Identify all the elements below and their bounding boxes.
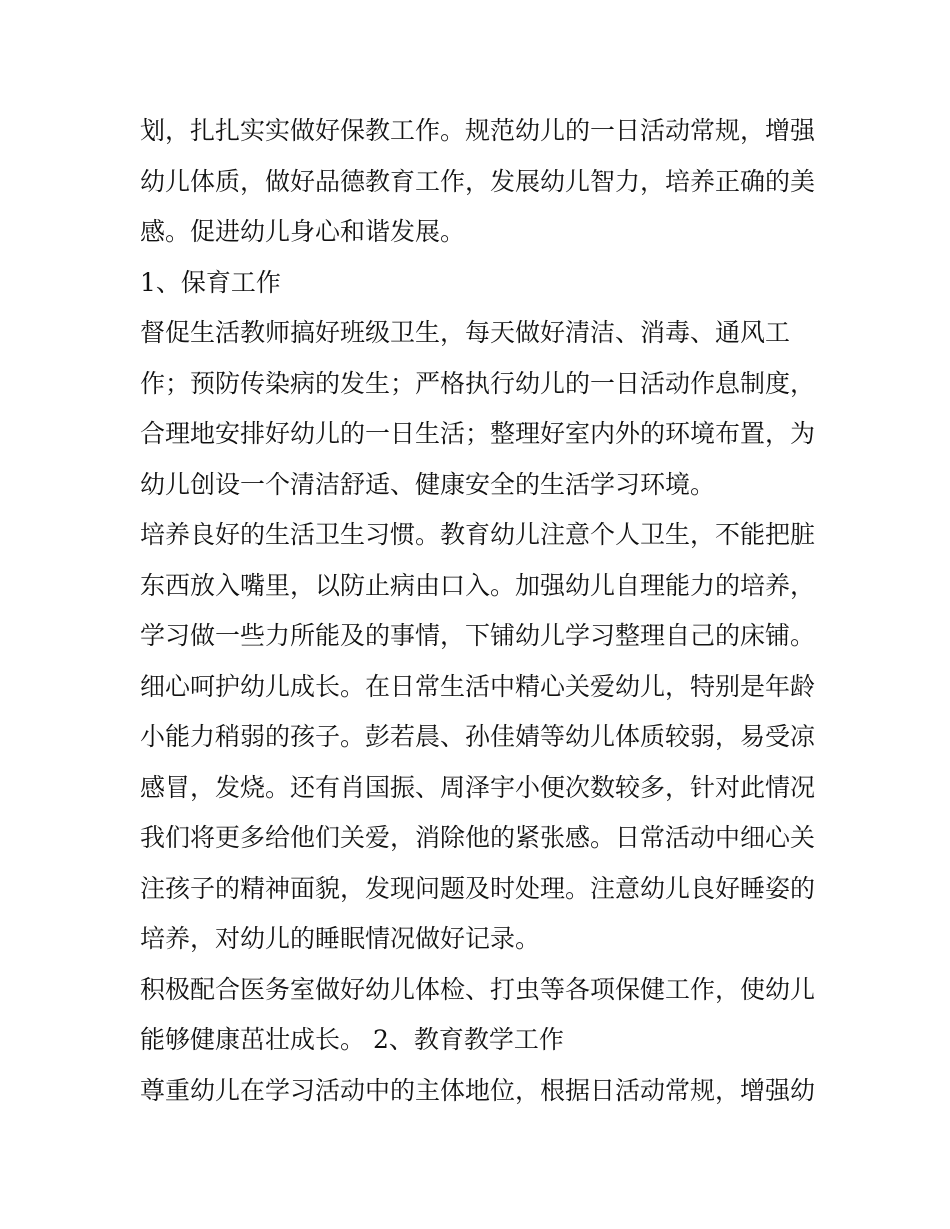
- text-line: 尊重幼儿在学习活动中的主体地位，根据日活动常规，增强幼: [140, 1075, 816, 1105]
- text-line: 合理地安排好幼儿的一日生活；整理好室内外的环境布置，为: [140, 419, 816, 448]
- text-line: 感。促进幼儿身心和谐发展。: [140, 217, 466, 246]
- text-line: 幼儿体质，做好品德教育工作，发展幼儿智力，培养正确的美: [140, 166, 816, 196]
- text-line: 小能力稍弱的孩子。彭若晨、孙佳婧等幼儿体质较弱，易受凉: [140, 722, 816, 751]
- text-line: 幼儿创设一个清洁舒适、健康安全的生活学习环境。: [140, 469, 716, 499]
- document-body: [140, 106, 830, 1116]
- section-heading: 1、保育工作: [140, 267, 281, 297]
- text-line: 划，扎扎实实做好保教工作。规范幼儿的一日活动常规，增强: [140, 116, 816, 145]
- text-line: 培养良好的生活卫生习惯。教育幼儿注意个人卫生，不能把脏: [140, 520, 816, 549]
- text-line: 督促生活教师搞好班级卫生，每天做好清洁、消毒、通风工: [140, 318, 791, 347]
- text-line: 作；预防传染病的发生；严格执行幼儿的一日活动作息制度，: [140, 368, 816, 398]
- text-line: 培养，对幼儿的睡眠情况做好记录。: [140, 924, 541, 953]
- text-line: 学习做一些力所能及的事情，下铺幼儿学习整理自己的床铺。: [140, 621, 816, 650]
- text-line: 感冒，发烧。还有肖国振、周泽宇小便次数较多，针对此情况: [140, 772, 816, 802]
- text-line: 细心呵护幼儿成长。在日常生活中精心关爱幼儿，特别是年龄: [140, 671, 816, 701]
- text-line: 注孩子的精神面貌，发现问题及时处理。注意幼儿良好睡姿的: [140, 873, 816, 903]
- text-line: 东西放入嘴里，以防止病由口入。加强幼儿自理能力的培养，: [140, 570, 816, 600]
- text-line: 能够健康茁壮成长。 2、教育教学工作: [140, 1025, 564, 1054]
- text-line: 我们将更多给他们关爱，消除他的紧张感。日常活动中细心关: [140, 823, 816, 852]
- text-line: 积极配合医务室做好幼儿体检、打虫等各项保健工作，使幼儿: [140, 974, 816, 1004]
